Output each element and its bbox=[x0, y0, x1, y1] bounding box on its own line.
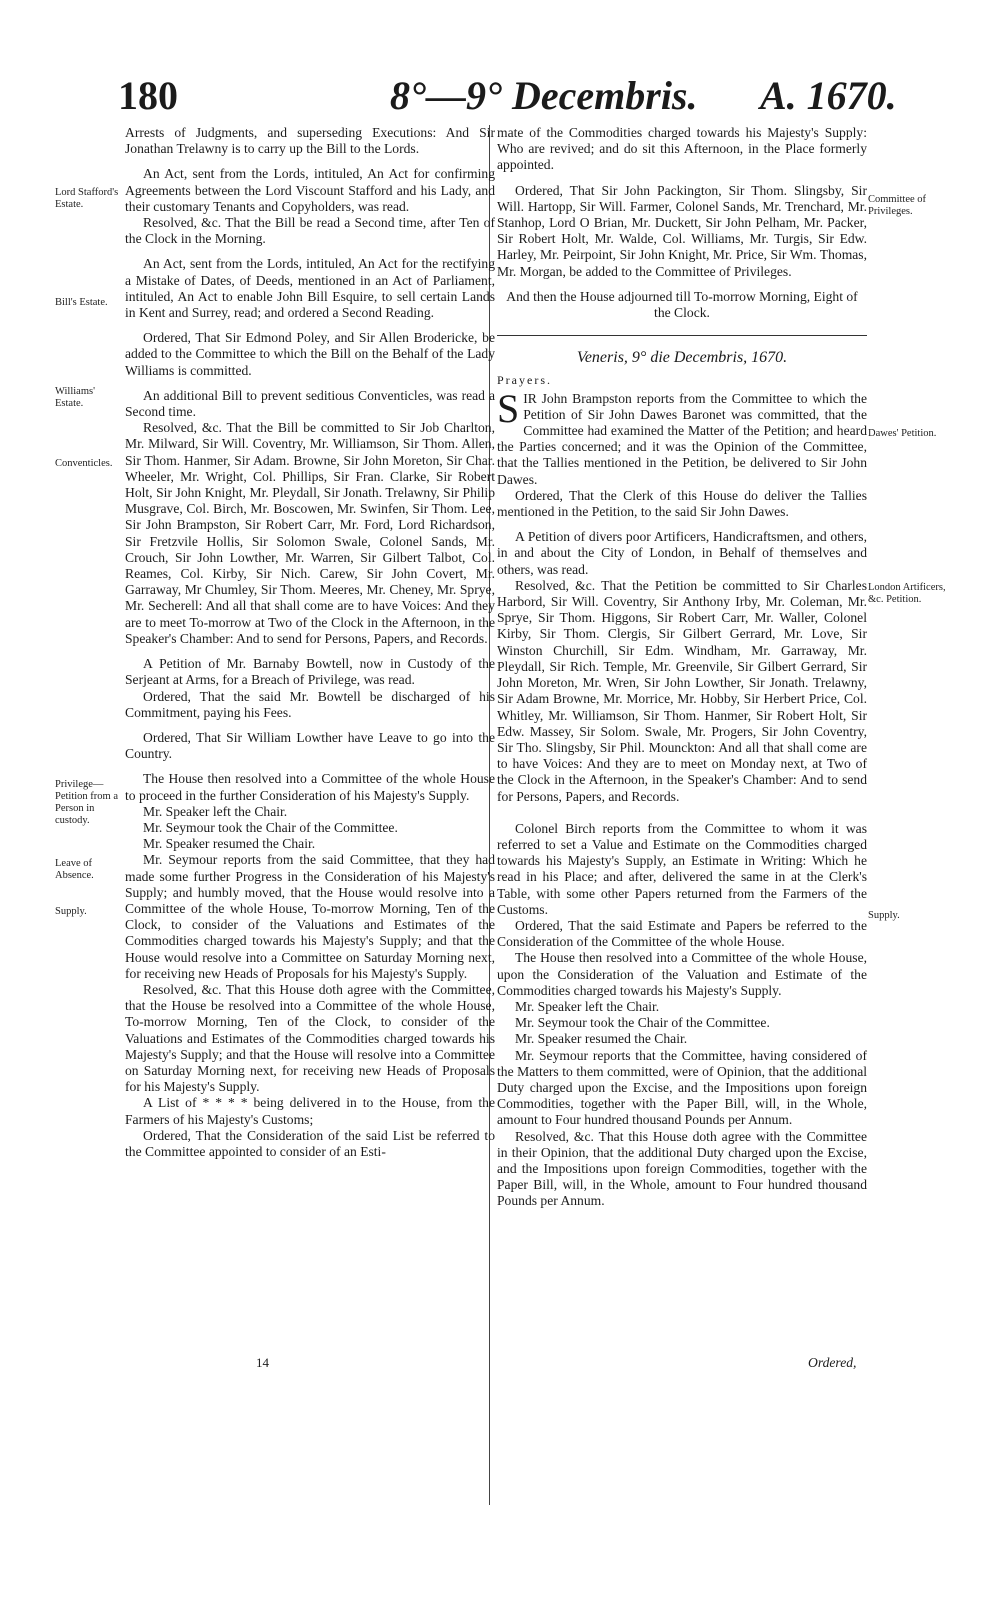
margin-note-london: London Artificers, &c. Petition. bbox=[868, 582, 946, 605]
paragraph: Resolved, &c. That this House doth agree with the Committee in their Opinion, that the additional Duty charged upon the Excise, and the Impositions upon foreign Commodities, together with the Paper Bill, will, in the Whole, amount to Four hundred thousand Pounds per Annum. bbox=[497, 1128, 867, 1209]
margin-note-privilege: Privilege—Petition from a Person in custody. bbox=[55, 779, 118, 826]
left-column bbox=[125, 125, 495, 1160]
page-number: 180 bbox=[118, 73, 178, 118]
adjournment: And then the House adjourned till To-morrow Morning, Eight of the Clock. bbox=[506, 288, 858, 321]
margin-note-williams: Williams' Estate. bbox=[55, 386, 95, 409]
paragraph: A Petition of divers poor Artificers, Handicraftsmen, and others, in and about the City of London, in Behalf of themselves and others, was read. bbox=[497, 529, 867, 577]
paragraph: Resolved, &c. That the Bill be committed to Sir Job Charlton, Mr. Milward, Sir Will. Coventry, Mr. Williamson, Sir Thom. Allen, Sir Thom. Hanmer, Sir Adam. Browne, Sir John Moreton, Sir Char. Wheeler, Mr. Wright, Col. Phillips, Sir Fran. Clarke, Sir Robert Holt, Sir John Knight, Mr. Pleydall, Sir Jonath. Trelawny, Sir Philip Musgrave, Col. Birch, Mr. Boscowen, Mr. Swinfen, Sir Thom. Lee, Sir John Brampston, Sir Robert Carr, Mr. Ford, Lord Richardson, Sir Fretzvile Hollis, Sir Solomon Swale, Colonel Sands, Mr. Crouch, Sir John Lowther, Mr. Warren, Sir Gilbert Talbot, Col. Reames, Col. Kirby, Sir Nich. Carew, Sir John Covert, Mr. Garraway, Mr Chumley, Sir Thom. Meeres, Mr. Cheney, Mr. Sprye, Mr. Secherell: And all that shall come are to have Voices: And they are to meet To-morrow at Two of the Clock in the Afternoon, in the Speaker's Chamber: And to send for Persons, Papers, and Records. bbox=[125, 420, 495, 646]
paragraph: Resolved, &c. That the Bill be read a Second time, after Ten of the Clock in the Morning. bbox=[125, 215, 495, 247]
paragraph: Mr. Speaker left the Chair. bbox=[515, 998, 660, 1014]
paragraph: Ordered, That Sir William Lowther have Leave to go into the Country. bbox=[125, 729, 495, 762]
running-title-dates: 8°—9° Decembris. bbox=[390, 73, 698, 118]
margin-note-supply-right: Supply. bbox=[868, 910, 900, 921]
paragraph: Mr. Seymour reports that the Committee, having considered of the Matters to them committed, were of Opinion, that the additional Duty charged upon the Excise, and the Impositions upon foreign Commodities, together with the Paper Bill, will, in the Whole, amount to Four hundred thousand Pounds per Annum. bbox=[497, 1047, 867, 1128]
paragraph bbox=[497, 385, 867, 488]
catchword: Ordered, bbox=[808, 1355, 857, 1370]
margin-note-privileges-committee: Committee of Privileges. bbox=[868, 194, 927, 217]
paragraph: Mr. Speaker resumed the Chair. bbox=[143, 836, 316, 852]
paragraph: Mr. Speaker left the Chair. bbox=[143, 803, 288, 819]
paragraph: Mr. Seymour took the Chair of the Committee. bbox=[143, 819, 398, 835]
paragraph: An additional Bill to prevent seditious Conventicles, was read a Second time. bbox=[125, 387, 495, 420]
paragraph: A Petition of Mr. Barnaby Bowtell, now in Custody of the Serjeant at Arms, for a Breach of Privilege, was read. bbox=[125, 656, 495, 688]
paragraph: mate of the Commodities charged towards his Majesty's Supply: Who are revived; and do sit this Afternoon, in the Place formerly appointed. bbox=[497, 125, 867, 173]
paragraph: Mr. Speaker resumed the Chair. bbox=[515, 1031, 688, 1047]
paragraph: Ordered, That the Consideration of the said List be referred to the Committee appointed to consider of an Esti- bbox=[125, 1127, 495, 1159]
paragraph: An Act, sent from the Lords, intituled, An Act for confirming Agreements between the Lord Viscount Stafford and his Lady, and their customary Tenants and Copyholders, was read. bbox=[125, 166, 495, 214]
margin-note-supply-left: Supply. bbox=[55, 906, 87, 917]
margin-note-bill: Bill's Estate. bbox=[55, 297, 108, 308]
paragraph: Ordered, That Sir John Packington, Sir Thom. Slingsby, Sir Will. Hartopp, Sir Will. Farmer, Colonel Sands, Mr. Trenchard, Mr. Stanhop, Lord O Brian, Mr. Duckett, Sir John Pelham, Mr. Packer, Sir Robert Holt, Mr. Walde, Col. Williams, Mr. Turgis, Sir Edw. Harley, Mr. Peirpoint, Sir John Knight, Mr. Price, Sir Wm. Thomas, Mr. Morgan, be added to the Committee of Privileges. bbox=[497, 182, 867, 279]
paragraph: An Act, sent from the Lords, intituled, An Act for the rectifying a Mistake of Dates, of Deeds, mentioned in an Act of Parliament, intituled, An Act to enable John Bill Esquire, to sell certain Lands in Kent and Surrey, read; and ordered a Second Reading. bbox=[125, 256, 495, 321]
paragraph-text: IR John Brampston reports from the Committee to which the Petition of Sir John Dawes Baronet was committed, that the Committee had examined the Matter of the Petition; and heard the Parties concerned; and it was the Opinion of the Committee, that the Tallies mentioned in the Petition, be delivered to Sir John Dawes. bbox=[497, 390, 867, 487]
paragraph: A List of * * * * being delivered in to the House, from the Farmers of his Majesty's Customs; bbox=[125, 1095, 495, 1127]
paragraph: Ordered, That the Clerk of this House do deliver the Tallies mentioned in the Petition, to the said Sir John Dawes. bbox=[497, 487, 867, 520]
right-column bbox=[497, 125, 867, 1210]
signature-mark: 14 bbox=[256, 1355, 269, 1370]
paragraph: Arrests of Judgments, and superseding Executions: And Sir Jonathan Trelawny is to carry up the Bill to the Lords. bbox=[125, 125, 495, 157]
paragraph: Mr. Seymour reports from the said Committee, that they had made some further Progress in the Consideration of his Majesty's Supply; and humbly moved, that the House would resolve into a Committee of the whole House, To-morrow Morning, Ten of the Clock, to consider of the Valuations and Estimates of the Commodities charged towards his Majesty's Supply; and that the House would resolve into a Committee on Saturday Morning next, for receiving new Heads of Proposals for his Majesty's Supply. bbox=[125, 852, 495, 981]
paragraph: Ordered, That the said Estimate and Papers be referred to the Consideration of the Committee of the whole House. bbox=[497, 917, 867, 950]
margin-note-stafford: Lord Stafford's Estate. bbox=[55, 187, 119, 210]
margin-note-leave: Leave of Absence. bbox=[55, 858, 94, 881]
section-rule bbox=[497, 335, 867, 336]
running-title-year: A. 1670. bbox=[760, 73, 897, 118]
paragraph: The House then resolved into a Committee of the whole House, upon the Consideration of the Valuation and Estimate of the Commodities charged towards his Majesty's Supply. bbox=[497, 950, 867, 998]
margin-note-conventicles: Conventicles. bbox=[55, 458, 113, 469]
paragraph: Ordered, That the said Mr. Bowtell be discharged of his Commitment, paying his Fees. bbox=[125, 688, 495, 720]
paragraph: The House then resolved into a Committee of the whole House to proceed in the further Consideration of his Majesty's Supply. bbox=[125, 771, 495, 803]
day-heading: Veneris, 9° die Decembris, 1670. bbox=[576, 349, 788, 367]
page-header bbox=[0, 0, 992, 130]
drop-cap: S bbox=[497, 385, 520, 431]
paragraph: Mr. Seymour took the Chair of the Committee. bbox=[515, 1015, 770, 1031]
paragraph: Colonel Birch reports from the Committee to whom it was referred to set a Value and Estimate on the Commodities charged towards his Majesty's Supply, an Estimate in Writing: Which he read in his Place; and after, delivered the same in at the Clerk's Table, with some other Papers returned from the Farmers of the Customs. bbox=[497, 820, 867, 917]
paragraph: Resolved, &c. That this House doth agree with the Committee, that the House be resolved into a Committee of the whole House, To-morrow Morning, Ten of the Clock, to consider of the Valuations and Estimates of the Commodities charged towards his Majesty's Supply; and that the House will resolve into a Committee on Saturday Morning next, for receiving new Heads of Proposals for his Majesty's Supply. bbox=[125, 981, 495, 1095]
prayers-heading: Prayers. bbox=[497, 373, 552, 388]
paragraph: Ordered, That Sir Edmond Poley, and Sir Allen Brodericke, be added to the Committee to which the Bill on the Behalf of the Lady Williams is committed. bbox=[125, 330, 495, 378]
margin-note-dawes: Dawes' Petition. bbox=[868, 428, 937, 439]
paragraph: Resolved, &c. That the Petition be committed to Sir Charles Harbord, Sir Will. Coventry, Sir Anthony Irby, Mr. Coleman, Mr. Sprye, Sir Thom. Higgons, Sir Robert Carr, Mr. Waller, Colonel Kirby, Sir Thom. Clergis, Sir Gilbert Gerrard, Mr. Love, Sir Winston Churchill, Sir Edm. Windham, Mr. Garraway, Mr. Pleydall, Sir Rich. Temple, Mr. Greenvile, Sir Gilbert Gerrard, Sir John Moreton, Mr. Wren, Sir John Lowther, Sir Jonath. Trelawny, Sir Adam Browne, Mr. Morrice, Mr. Hobby, Sir Herbert Price, Col. Whitley, Mr. Williamson, Sir Thom. Hanmer, Sir Robert Holt, Sir Edw. Massey, Sir Solom. Swale, Mr. Progers, Sir John Coventry, Sir Tho. Slingsby, Sir Phil. Mounckton: And all that shall come are to have Voices: And they are to meet on Monday next, at Two of the Clock in the Afternoon, in the Speaker's Chamber: And to send for Persons, Papers, and Records. bbox=[497, 577, 867, 804]
